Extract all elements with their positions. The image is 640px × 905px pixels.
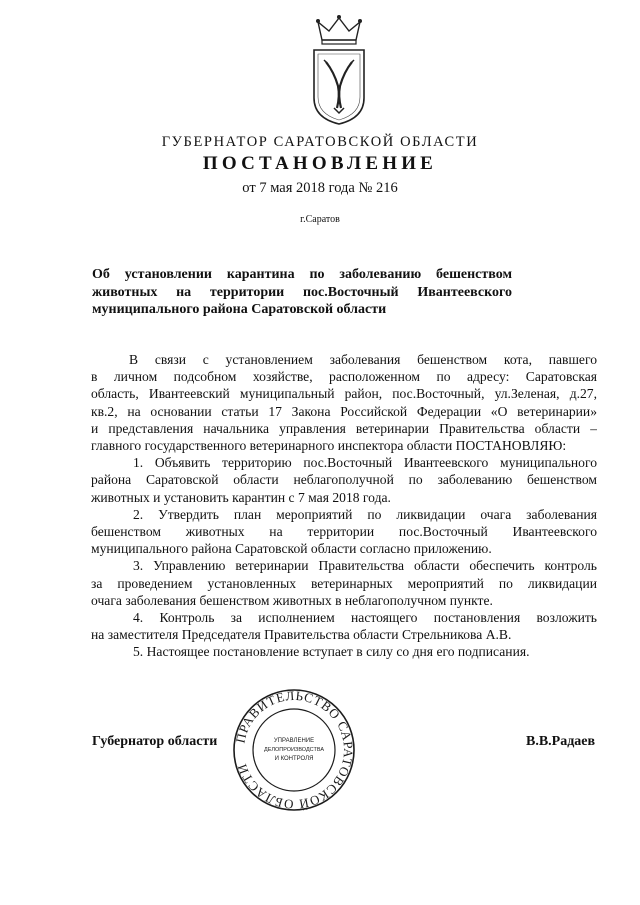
- body-line: на заместителя Председателя Правительства области Стрельникова А.В.: [91, 627, 512, 643]
- body-line: в личном подсобном хозяйстве, расположенном по адресу: Саратовская: [91, 369, 597, 385]
- document-date-number: от 7 мая 2018 года № 216: [242, 180, 398, 196]
- body-line: животных и установить карантин с 7 мая 2018 года.: [91, 489, 391, 505]
- signature-position: Губернатор области: [92, 734, 218, 749]
- svg-text:И КОНТРОЛЯ: И КОНТРОЛЯ: [274, 756, 314, 762]
- coat-of-arms-emblem: [310, 14, 368, 126]
- body-line: главного государственного ветеринарного инспектора области ПОСТАНОВЛЯЮ:: [91, 438, 567, 454]
- body-line: бешенством животных на территории пос.Восточный Ивантеевского: [91, 524, 597, 540]
- document-subject: [92, 266, 512, 319]
- svg-text:ДЕЛОПРОИЗВОДСТВА: ДЕЛОПРОИЗВОДСТВА: [263, 747, 325, 753]
- subject-line: животных на территории пос.Восточный Ивантеевского: [92, 284, 512, 300]
- body-line: В связи с установлением заболевания бешенством кота, павшего: [129, 352, 597, 367]
- document-city: г.Саратов: [300, 214, 340, 225]
- body-line: область, Ивантеевский муниципальный район, пос.Восточный, ул.Зеленая, д.27,: [91, 386, 597, 402]
- body-line: 2. Утвердить план мероприятий по ликвидации очага заболевания: [133, 506, 597, 522]
- body-line: муниципального района Саратовской области согласно приложению.: [91, 541, 492, 557]
- authority-title: ГУБЕРНАТОР САРАТОВСКОЙ ОБЛАСТИ: [161, 134, 479, 150]
- subject-line: Об установлении карантина по заболеванию бешенством: [92, 267, 512, 282]
- body-line: и представления начальника управления ветеринарии Правительства области –: [91, 420, 597, 436]
- body-line: 4. Контроль за исполнением настоящего постановления возложить: [133, 610, 597, 626]
- body-line: района Саратовской области неблагополучной по заболеванию бешенством: [91, 472, 597, 488]
- svg-text:ПРАВИТЕЛЬСТВО САРАТОВСКОЙ ОБЛА: ПРАВИТЕЛЬСТВО САРАТОВСКОЙ ОБЛАСТИ: [232, 687, 357, 813]
- document-type: ПОСТАНОВЛЕНИЕ: [202, 153, 438, 174]
- body-line: 3. Управлению ветеринарии Правительства области обеспечить контроль: [133, 558, 597, 574]
- document-body: [91, 351, 597, 661]
- body-line: 1. Объявить территорию пос.Восточный Ивантеевского муниципального: [133, 455, 597, 471]
- svg-text:УПРАВЛЕНИЕ: УПРАВЛЕНИЕ: [273, 738, 315, 744]
- body-line: кв.2, на основании статьи 17 Закона Российской Федерации «О ветеринарии»: [91, 403, 597, 419]
- body-line: за проведением установленных ветеринарных мероприятий по ликвидации: [91, 575, 597, 591]
- official-stamp-seal: [230, 686, 358, 814]
- signature-name: В.В.Радаев: [526, 734, 596, 749]
- subject-line: муниципального района Саратовской области: [92, 302, 387, 317]
- body-line: 5. Настоящее постановление вступает в силу со дня его подписания.: [133, 644, 530, 660]
- body-line: очага заболевания бешенством животных в неблагополучном пункте.: [91, 592, 493, 608]
